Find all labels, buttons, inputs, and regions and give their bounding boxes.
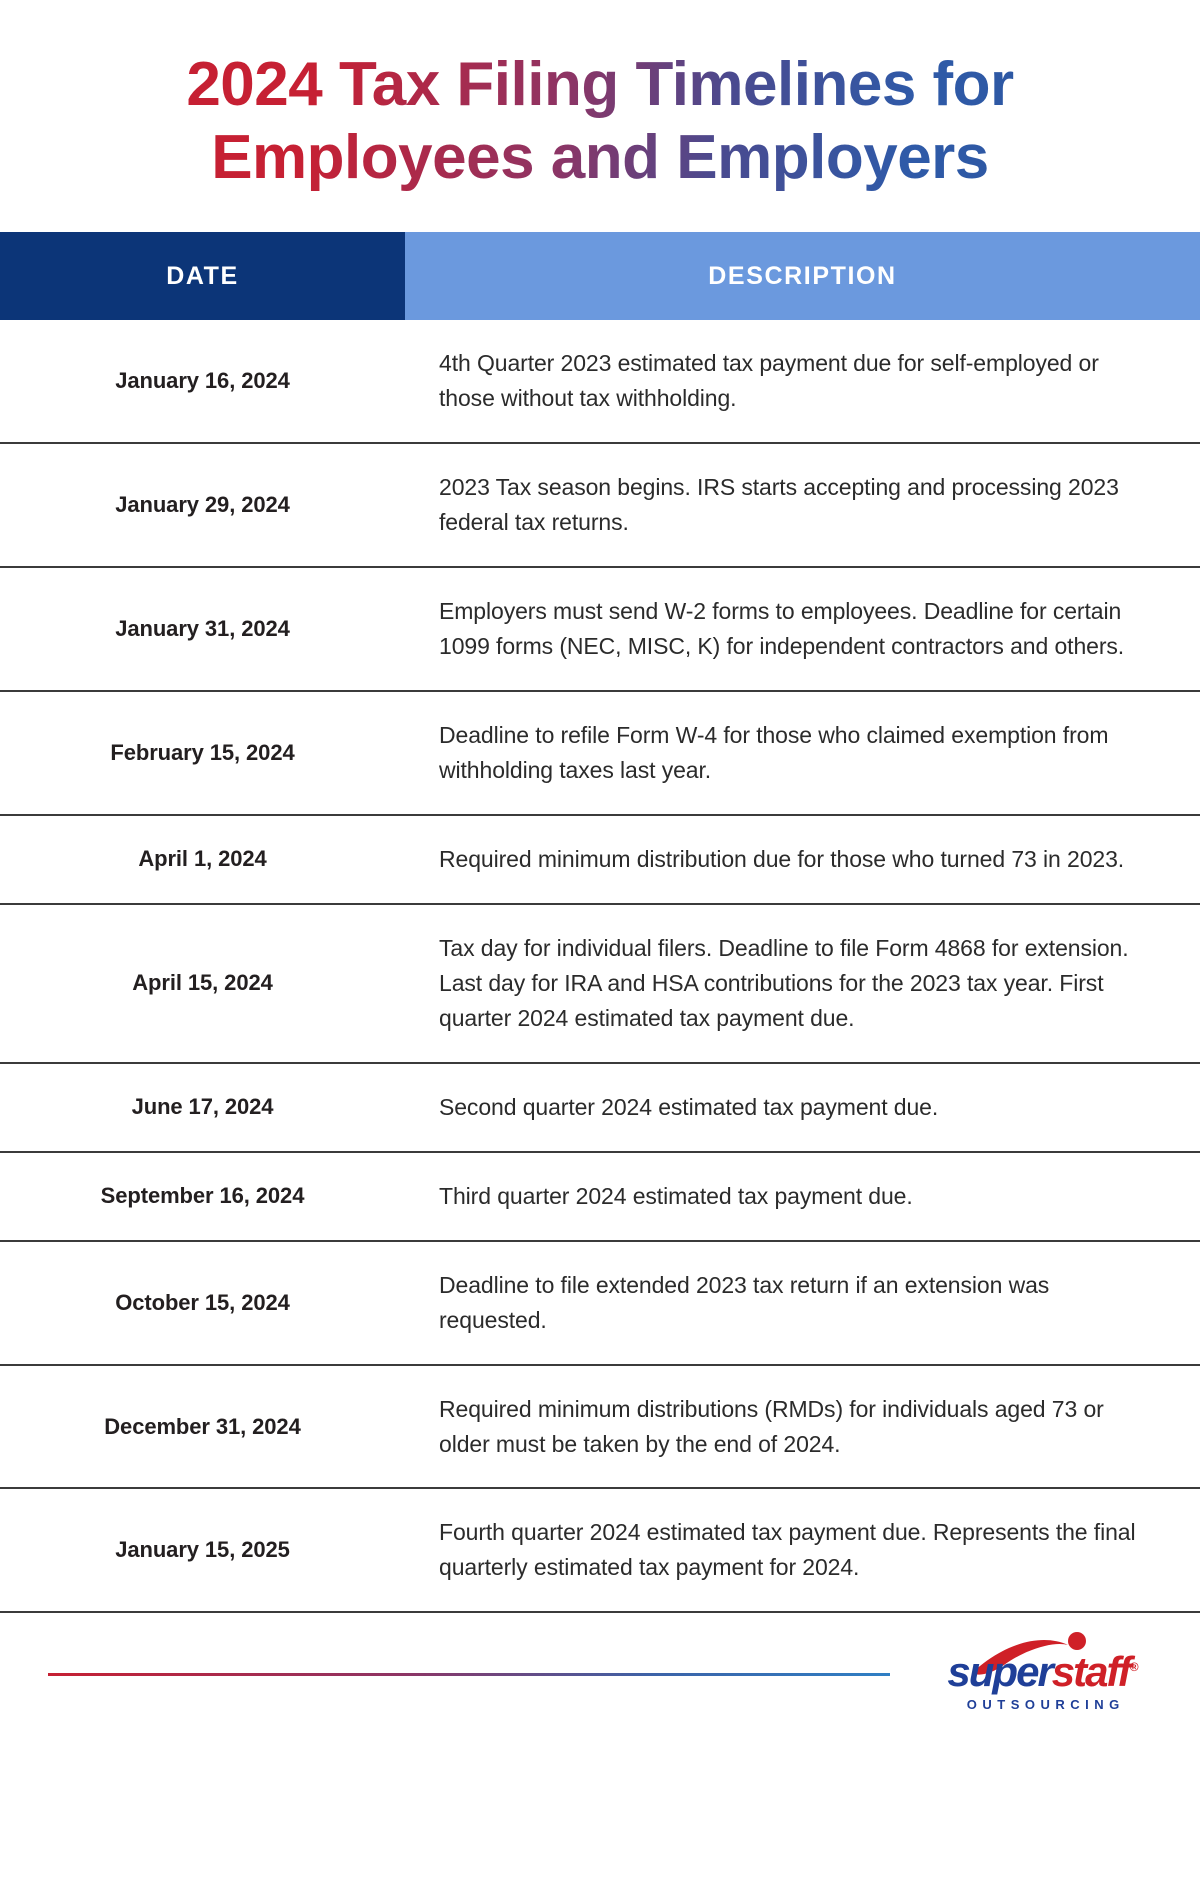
table-row bbox=[0, 443, 1200, 567]
logo-wordmark bbox=[934, 1648, 1152, 1696]
cell-date: April 1, 2024 bbox=[138, 846, 267, 872]
table-row bbox=[0, 1152, 1200, 1241]
cell-date: January 29, 2024 bbox=[115, 492, 290, 518]
cell-date: January 15, 2025 bbox=[115, 1537, 290, 1563]
cell-description: 2023 Tax season begins. IRS starts accepting and processing 2023 federal tax returns. bbox=[439, 474, 1119, 536]
cell-date: September 16, 2024 bbox=[100, 1183, 305, 1209]
cell-date: February 15, 2024 bbox=[110, 739, 295, 765]
tax-timeline-table bbox=[0, 232, 1200, 1613]
cell-date: October 15, 2024 bbox=[115, 1289, 290, 1315]
cell-description: 4th Quarter 2023 estimated tax payment due for self-employed or those without tax withholding. bbox=[439, 350, 1099, 412]
table-row bbox=[0, 567, 1200, 691]
logo-word-staff: staff bbox=[1051, 1648, 1130, 1696]
logo-word-super: super bbox=[947, 1648, 1052, 1696]
title-section bbox=[0, 0, 1200, 194]
cell-description: Third quarter 2024 estimated tax payment due. bbox=[439, 1182, 913, 1209]
table-row bbox=[0, 815, 1200, 904]
cell-description: Fourth quarter 2024 estimated tax payment due. Represents the final quarterly estimated tax payment for 2024. bbox=[439, 1519, 1136, 1581]
column-header-description: DESCRIPTION bbox=[405, 232, 1200, 320]
cell-description: Deadline to file extended 2023 tax return if an extension was requested. bbox=[439, 1271, 1050, 1333]
table-row bbox=[0, 1365, 1200, 1489]
column-header-date: DATE bbox=[0, 232, 405, 320]
cell-description: Required minimum distributions (RMDs) for individuals aged 73 or older must be taken by the end of 2024. bbox=[439, 1395, 1104, 1457]
registered-trademark-icon: ® bbox=[1129, 1660, 1139, 1675]
table-row bbox=[0, 1063, 1200, 1152]
table-header-row bbox=[0, 232, 1200, 320]
table-row bbox=[0, 1241, 1200, 1365]
superstaff-logo bbox=[934, 1629, 1152, 1721]
table-header bbox=[0, 232, 1200, 320]
cell-description: Second quarter 2024 estimated tax payment due. bbox=[439, 1093, 939, 1120]
cell-description: Deadline to refile Form W-4 for those who claimed exemption from withholding taxes last year. bbox=[439, 722, 1109, 783]
cell-description: Tax day for individual filers. Deadline to file Form 4868 for extension. Last day for IRA and HSA contributions for the 2023 tax year. First quarter 2024 estimated tax payment due. bbox=[439, 934, 1129, 1031]
table-row bbox=[0, 320, 1200, 443]
cell-description: Employers must send W-2 forms to employees. Deadline for certain 1099 forms (NEC, MISC, K) for independent contractors and others. bbox=[439, 598, 1125, 660]
table-row bbox=[0, 904, 1200, 1063]
table-row bbox=[0, 691, 1200, 815]
page-title: 2024 Tax Filing Timelines for Employees and Employers bbox=[95, 48, 1105, 194]
table-body bbox=[0, 320, 1200, 1612]
cell-date: June 17, 2024 bbox=[131, 1094, 274, 1120]
cell-date: January 31, 2024 bbox=[115, 616, 290, 642]
cell-date: April 15, 2024 bbox=[132, 970, 273, 996]
logo-tagline: OUTSOURCING bbox=[966, 1697, 1125, 1713]
cell-description: Required minimum distribution due for those who turned 73 in 2023. bbox=[439, 845, 1125, 872]
footer bbox=[0, 1613, 1200, 1747]
cell-date: January 16, 2024 bbox=[115, 368, 290, 394]
cell-date: December 31, 2024 bbox=[104, 1413, 301, 1439]
footer-divider bbox=[48, 1673, 890, 1676]
table-row bbox=[0, 1488, 1200, 1612]
